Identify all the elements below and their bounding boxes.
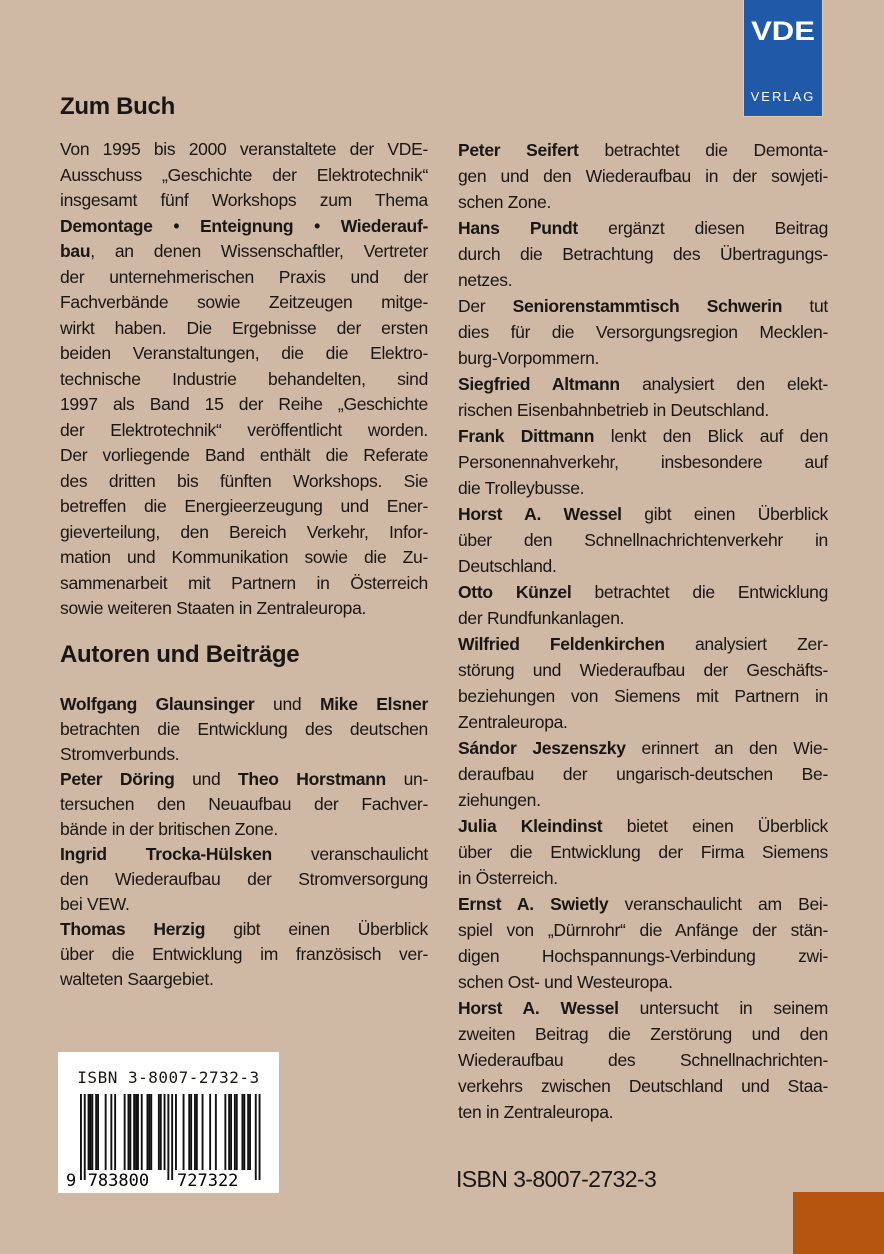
barcode-bar bbox=[84, 1094, 86, 1180]
text-line bbox=[60, 942, 428, 967]
text-segment: betrachtet die Entwicklung bbox=[571, 582, 828, 602]
text-line bbox=[60, 742, 428, 767]
text-segment: digen Hochspannungs-Verbindung zwi- bbox=[458, 946, 828, 966]
text-line bbox=[60, 137, 428, 163]
text-line bbox=[458, 449, 828, 475]
text-line bbox=[458, 787, 828, 813]
author-name: Wilfried Feldenkirchen bbox=[458, 634, 665, 654]
text-segment: bietet einen Überblick bbox=[602, 816, 829, 836]
text-line bbox=[60, 188, 428, 214]
text-segment: schen Ost- und Westeuropa. bbox=[458, 972, 673, 992]
barcode-bar bbox=[129, 1094, 131, 1170]
text-line bbox=[60, 418, 428, 444]
text-segment: gen und den Wiederaufbau in der sowjeti- bbox=[458, 166, 828, 186]
barcode-bar bbox=[80, 1094, 82, 1180]
text-segment: Wiederaufbau des Schnellnachrichten- bbox=[458, 1050, 828, 1070]
barcode-digits: 727322 bbox=[177, 1171, 239, 1191]
text-line bbox=[60, 692, 428, 717]
intro-heading: Zum Buch bbox=[60, 93, 175, 120]
text-line bbox=[458, 1047, 828, 1073]
text-line bbox=[60, 967, 428, 992]
text-line bbox=[458, 501, 828, 527]
text-segment: Fachverbände sowie Zeitzeugen mitge- bbox=[60, 292, 428, 312]
intro-text bbox=[60, 137, 428, 622]
text-line bbox=[458, 241, 828, 267]
logo-vde: VDE bbox=[751, 16, 815, 46]
text-segment: der Rundfunkanlagen. bbox=[458, 608, 625, 628]
text-line bbox=[60, 842, 428, 867]
author-name: Siegfried Altmann bbox=[458, 374, 620, 394]
barcode-bar bbox=[243, 1094, 245, 1170]
text-line bbox=[458, 1021, 828, 1047]
text-line bbox=[458, 995, 828, 1021]
barcode-bars bbox=[58, 1052, 279, 1193]
text-line bbox=[458, 397, 828, 423]
barcode-bar bbox=[148, 1094, 150, 1170]
text-segment: sowie weiteren Staaten in Zentraleuropa. bbox=[60, 598, 367, 618]
barcode-bar bbox=[124, 1094, 126, 1170]
text-segment: gieverteilung, den Bereich Verkehr, Infor- bbox=[60, 521, 428, 542]
text-line bbox=[458, 267, 828, 293]
text-line bbox=[458, 579, 828, 605]
barcode-bar bbox=[105, 1094, 107, 1170]
barcode-bar bbox=[91, 1094, 93, 1170]
author-name: Ernst A. Swietly bbox=[458, 894, 609, 914]
text-segment: und bbox=[254, 694, 320, 714]
text-segment: den Wiederaufbau der Stromversorgung bbox=[60, 869, 428, 889]
text-segment: insgesamt fünf Workshops zum Thema bbox=[60, 190, 428, 210]
text-line bbox=[60, 596, 428, 622]
text-segment: spiel von „Dürnrohr“ die Anfänge der stän- bbox=[458, 920, 828, 940]
text-segment: über die Entwicklung im französisch ver- bbox=[60, 944, 428, 964]
text-line bbox=[60, 239, 428, 265]
text-segment: technische Industrie behandelten, sind bbox=[60, 368, 428, 389]
text-segment: ziehungen. bbox=[458, 790, 541, 810]
text-segment: burg-Vorpommern. bbox=[458, 348, 600, 368]
text-segment: über die Entwicklung der Firma Siemens bbox=[458, 842, 828, 862]
author-name: Horst A. Wessel bbox=[458, 504, 622, 524]
text-segment: deraufbau der ungarisch-deutschen Be- bbox=[458, 764, 828, 784]
author-name: Mike Elsner bbox=[319, 694, 428, 714]
barcode-bar bbox=[175, 1094, 177, 1170]
barcode-bar bbox=[147, 1094, 149, 1170]
text-line bbox=[458, 345, 828, 371]
text-segment: verkehrs zwischen Deutschland und Staa- bbox=[458, 1076, 828, 1096]
text-segment: beiden Veranstaltungen, die die Elektro- bbox=[60, 343, 428, 363]
text-line bbox=[458, 1073, 828, 1099]
text-line bbox=[60, 571, 428, 597]
author-name: Demontage • Enteignung • Wiederauf- bbox=[60, 215, 428, 236]
text-segment: durch die Betrachtung des Übertragungs- bbox=[458, 244, 828, 264]
barcode-bar bbox=[249, 1094, 251, 1170]
barcode-bar bbox=[224, 1094, 226, 1170]
barcode-bar bbox=[160, 1094, 162, 1170]
author-name: Thomas Herzig bbox=[60, 919, 206, 939]
text-segment: betrachtet die Demonta- bbox=[578, 140, 828, 160]
text-segment: gibt einen Überblick bbox=[205, 919, 428, 939]
text-line bbox=[60, 767, 428, 792]
barcode-bar bbox=[88, 1094, 90, 1170]
barcode-bar bbox=[196, 1094, 198, 1170]
text-line bbox=[458, 631, 828, 657]
text-line bbox=[60, 341, 428, 367]
barcode-digits: 783800 bbox=[87, 1171, 150, 1191]
text-segment: Der bbox=[458, 296, 513, 316]
text-line bbox=[60, 367, 428, 393]
barcode-bar bbox=[110, 1094, 112, 1170]
barcode-bar bbox=[171, 1094, 173, 1180]
text-line bbox=[458, 215, 828, 241]
text-line bbox=[458, 735, 828, 761]
barcode-bar bbox=[137, 1094, 139, 1170]
barcode-bar bbox=[230, 1094, 232, 1170]
barcode-bar bbox=[190, 1094, 192, 1170]
text-segment: walteten Saargebiet. bbox=[60, 969, 214, 989]
author-name: Ingrid Trocka-Hülsken bbox=[60, 844, 272, 864]
authors-left-column bbox=[60, 692, 428, 992]
text-line bbox=[458, 137, 828, 163]
text-segment: Zentraleuropa. bbox=[458, 712, 568, 732]
text-line bbox=[60, 443, 428, 469]
barcode-bar bbox=[215, 1094, 217, 1170]
barcode-bar bbox=[236, 1094, 238, 1170]
text-line bbox=[60, 316, 428, 342]
text-segment: rischen Eisenbahnbetrieb in Deutschland. bbox=[458, 400, 769, 420]
author-name: Theo Horstmann bbox=[238, 769, 386, 789]
text-segment: der Elektrotechnik“ veröffentlicht worden. bbox=[60, 419, 428, 440]
text-segment: analysiert Zer- bbox=[664, 634, 829, 654]
text-segment: , an denen Wissenschaftler, Vertreter bbox=[90, 241, 428, 261]
text-line bbox=[60, 817, 428, 842]
text-segment: ten in Zentraleuropa. bbox=[458, 1102, 614, 1122]
barcode-bar bbox=[183, 1094, 185, 1170]
barcode-bar bbox=[259, 1094, 261, 1180]
text-segment: wirkt haben. Die Ergebnisse der ersten bbox=[60, 317, 428, 338]
logo-verlag: VERLAG bbox=[750, 89, 816, 104]
text-segment: tut bbox=[782, 296, 828, 316]
isbn-text: ISBN 3-8007-2732-3 bbox=[456, 1166, 657, 1192]
text-line bbox=[60, 265, 428, 291]
barcode-bar bbox=[135, 1094, 137, 1170]
accent-block bbox=[793, 1192, 884, 1254]
text-segment: und bbox=[174, 769, 239, 789]
author-name: Seniorenstammtisch Schwerin bbox=[512, 296, 783, 316]
text-line bbox=[458, 189, 828, 215]
barcode-bar bbox=[114, 1094, 116, 1170]
text-line bbox=[458, 1099, 828, 1125]
barcode-bar bbox=[158, 1094, 160, 1170]
text-segment: ergänzt diesen Beitrag bbox=[577, 218, 828, 238]
text-segment: netzes. bbox=[458, 270, 513, 290]
author-name: Peter Döring bbox=[60, 769, 175, 789]
text-line bbox=[458, 683, 828, 709]
barcode-bar bbox=[228, 1094, 230, 1170]
text-line bbox=[60, 290, 428, 316]
text-line bbox=[458, 371, 828, 397]
text-line bbox=[458, 839, 828, 865]
barcode-bar bbox=[150, 1094, 152, 1170]
text-line bbox=[458, 319, 828, 345]
text-segment: bände in der britischen Zone. bbox=[60, 819, 278, 839]
author-name: Hans Pundt bbox=[458, 218, 578, 238]
text-line bbox=[60, 917, 428, 942]
text-line bbox=[458, 969, 828, 995]
barcode-bar bbox=[234, 1094, 236, 1170]
author-name: bau bbox=[60, 241, 91, 261]
text-segment: dies für die Versorgungsregion Mecklen- bbox=[458, 322, 828, 342]
text-segment: Ausschuss „Geschichte der Elektrotechnik“ bbox=[60, 164, 428, 185]
barcode-bar bbox=[95, 1094, 97, 1170]
text-line bbox=[458, 813, 828, 839]
barcode-bar bbox=[128, 1094, 130, 1170]
author-name: Horst A. Wessel bbox=[458, 998, 619, 1018]
barcode-bar bbox=[141, 1094, 143, 1170]
text-segment: analysiert den elekt- bbox=[619, 374, 828, 394]
text-segment: des dritten bis fünften Workshops. Sie bbox=[60, 470, 428, 491]
text-segment: Personennahverkehr, insbesondere auf bbox=[458, 452, 828, 472]
text-line bbox=[458, 475, 828, 501]
text-segment: Von 1995 bis 2000 veranstaltete der VDE- bbox=[60, 139, 428, 159]
text-line bbox=[60, 892, 428, 917]
text-segment: mation und Kommunikation sowie die Zu- bbox=[60, 547, 428, 567]
text-segment: betreffen die Energieerzeugung und Ener- bbox=[60, 496, 428, 516]
text-segment: un- bbox=[385, 769, 428, 789]
text-line bbox=[458, 293, 828, 319]
text-line bbox=[458, 553, 828, 579]
text-segment: schen Zone. bbox=[458, 192, 552, 212]
text-segment: zweiten Beitrag die Zerstörung und den bbox=[458, 1024, 828, 1044]
text-line bbox=[60, 792, 428, 817]
text-line bbox=[458, 423, 828, 449]
text-segment: in Österreich. bbox=[458, 868, 558, 888]
author-name: Wolfgang Glaunsinger bbox=[60, 694, 255, 714]
text-line bbox=[458, 163, 828, 189]
text-segment: betrachten die Entwicklung des deutschen bbox=[60, 719, 428, 739]
text-segment: der unternehmerischen Praxis und der bbox=[60, 266, 428, 287]
text-line bbox=[458, 527, 828, 553]
text-line bbox=[458, 657, 828, 683]
barcode-bar bbox=[209, 1094, 211, 1170]
author-name: Peter Seifert bbox=[458, 140, 579, 160]
text-line bbox=[458, 605, 828, 631]
author-name: Frank Dittmann bbox=[458, 426, 595, 446]
text-segment: veranschaulicht bbox=[271, 844, 428, 864]
text-line bbox=[60, 717, 428, 742]
barcode-bar bbox=[167, 1094, 169, 1180]
author-name: Otto Künzel bbox=[458, 582, 572, 602]
text-line bbox=[60, 520, 428, 546]
text-line bbox=[458, 891, 828, 917]
barcode-bar bbox=[188, 1094, 190, 1170]
barcode-digits: 9 bbox=[66, 1171, 77, 1191]
text-line bbox=[458, 761, 828, 787]
text-line bbox=[60, 494, 428, 520]
barcode-bar bbox=[202, 1094, 204, 1170]
text-line bbox=[60, 545, 428, 571]
barcode-bar bbox=[97, 1094, 99, 1170]
text-segment: störung und Wiederaufbau der Geschäfts- bbox=[458, 660, 828, 680]
isbn-barcode bbox=[58, 1052, 279, 1193]
text-segment: bei VEW. bbox=[60, 894, 130, 914]
text-segment: lenkt den Blick auf den bbox=[594, 426, 828, 446]
text-segment: tersuchen den Neuaufbau der Fachver- bbox=[60, 794, 428, 814]
text-segment: 1997 als Band 15 der Reihe „Geschichte bbox=[60, 394, 428, 414]
text-segment: Deutschland. bbox=[458, 556, 557, 576]
barcode-bar bbox=[255, 1094, 257, 1180]
text-line bbox=[60, 392, 428, 418]
text-segment: sammenarbeit mit Partnern in Österreich bbox=[60, 572, 428, 593]
text-segment: Stromverbunds. bbox=[60, 744, 180, 764]
barcode-bar bbox=[194, 1094, 196, 1170]
text-segment: über den Schnellnachrichtenverkehr in bbox=[458, 530, 828, 550]
text-segment: beziehungen von Siemens mit Partnern in bbox=[458, 686, 828, 706]
authors-heading: Autoren und Beiträge bbox=[60, 641, 300, 668]
barcode-isbn-label: ISBN 3-8007-2732-3 bbox=[77, 1068, 260, 1087]
barcode-bar bbox=[164, 1094, 166, 1170]
text-line bbox=[458, 709, 828, 735]
text-line bbox=[458, 943, 828, 969]
text-line bbox=[458, 865, 828, 891]
text-segment: die Trolleybusse. bbox=[458, 478, 585, 498]
barcode-bar bbox=[133, 1094, 135, 1170]
barcode-bar bbox=[242, 1094, 244, 1170]
text-line bbox=[60, 163, 428, 189]
text-segment: veranschaulicht am Bei- bbox=[608, 894, 828, 914]
text-line bbox=[60, 469, 428, 495]
authors-right-column bbox=[458, 137, 828, 1125]
author-name: Julia Kleindinst bbox=[458, 816, 603, 836]
text-segment: gibt einen Überblick bbox=[621, 504, 828, 524]
text-segment: untersucht in seinem bbox=[618, 998, 828, 1018]
text-segment: erinnert an den Wie- bbox=[625, 738, 828, 758]
text-line bbox=[60, 867, 428, 892]
text-segment: Der vorliegende Band enthält die Referate bbox=[60, 445, 428, 465]
text-line bbox=[60, 214, 428, 240]
author-name: Sándor Jeszenszky bbox=[458, 738, 626, 758]
barcode-bar bbox=[90, 1094, 92, 1170]
text-line bbox=[458, 917, 828, 943]
barcode-bar bbox=[247, 1094, 249, 1170]
vde-verlag-logo bbox=[743, 0, 823, 117]
